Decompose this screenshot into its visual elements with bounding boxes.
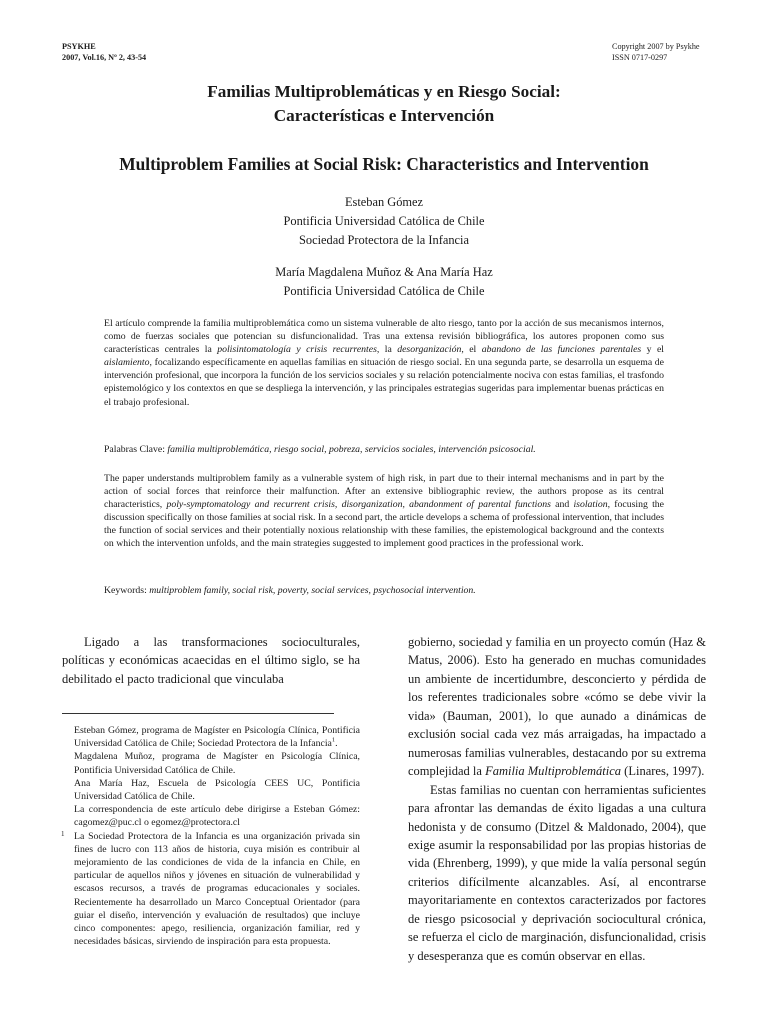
abstract-text: The paper understands multiproblem family as a vulnerable system of high risk, in part due to their internal mechanisms and in part by the action of social forces that reinforce their malfunction. After an extensive bibliographic review, the authors propose as its central characteristics, — [104, 473, 664, 511]
author-names: María Magdalena Muñoz & Ana María Haz — [275, 265, 493, 279]
body-text: gobierno, sociedad y familia en un proyecto común (Haz & Matus, 2006). Esto ha generado en muchas comunidades un ambiente de incertidumbre, desconcierto y pérdida de los referentes tradicionales sobre «cómo se debe vivir la vida» (Bauman, 2001), lo que aunado a dinámicas de exclusión social cada vez más arraigadas, ha impactado a numerosas familias vulnerables, destacando por su extrema complejidad la — [408, 635, 706, 779]
author-affiliation: Sociedad Protectora de la Infancia — [299, 233, 469, 247]
author-affiliation: Pontificia Universidad Católica de Chile — [283, 284, 485, 298]
journal-header — [62, 42, 146, 63]
footnote-text: Esteban Gómez, programa de Magíster en Psicología Clínica, Pontificia Universidad Católica de Chile; Sociedad Protectora de la Infancia — [74, 725, 360, 750]
body-column-left — [62, 633, 360, 688]
footnote-author2: Magdalena Muñoz, programa de Magíster en Psicología Clínica, Pontificia Universidad Católica de Chile. — [74, 751, 360, 776]
journal-volume: 2007, Vol.16, Nº 2, 43-54 — [62, 52, 147, 62]
footnote-ref: 1 — [331, 736, 336, 744]
abstract-spanish — [104, 317, 664, 409]
author-affiliation: Pontificia Universidad Católica de Chile — [283, 214, 485, 228]
body-column-right — [408, 633, 706, 965]
journal-name: PSYKHE — [62, 42, 96, 51]
body-paragraph: Estas familias no cuentan con herramientas suficientes para afrontar las demandas de éxito ligadas a una cultura hedonista y de consumo (Ditzel & Maldonado, 2004), que exige asumir la responsabilidad por las propias historias de vida (Ehrenberg, 1999), y que mide la valía personal según criterios difícilmente alcanzables. Así, al encontrarse mayoritariamente en contextos caracterizados por factores de riesgo psicosocial y deprivación sociocultural crónica, se refuerza el ciclo de marginación, disfuncionalidad, crisis y desesperanza que es común observar en ellas. — [408, 782, 706, 963]
keywords-terms: familia multiproblemática, riesgo social, pobreza, servicios sociales, intervención psicosocial. — [167, 444, 536, 455]
abstract-italic-term: desorganización — [397, 344, 462, 356]
body-paragraph: Ligado a las transformaciones socioculturales, políticas y económicas acaecidas en el último siglo, se ha debilitado el pacto tradicional que vinculaba — [62, 635, 360, 686]
abstract-italic-term: polisintomatología y crisis recurrentes — [217, 344, 377, 356]
abstract-text: y el — [641, 344, 664, 356]
title-spanish-line1: Familias Multiproblemáticas y en Riesgo Social: — [207, 82, 561, 101]
abstract-text: , la — [376, 344, 398, 356]
body-italic-term: Familia Multiproblemática — [485, 764, 622, 779]
abstract-text: , focusing the discussion specifically on those families at social risk. In a second part, the article develops a schema of professional intervention, that includes the function of social services and their potentially noxious relationship with these families, the epistemological background and the contexts on which the intervention unfolds, and the main strategies suggested to implement good practices in the professional work. — [104, 499, 664, 550]
author-block-1 — [0, 193, 768, 250]
author-block-2 — [0, 263, 768, 301]
copyright-text: Copyright 2007 by Psykhe — [612, 42, 700, 51]
footnote-1 — [61, 829, 360, 949]
footnote-text: . — [335, 738, 338, 750]
abstract-text: El artículo comprende la familia multiproblemática como un sistema vulnerable de alto riesgo, tanto por la acción de sus mecanismos internos, como de fuerzas sociales que potencian su disfuncionalidad. Tras una extensa revisión bibliográfica, los autores proponen como sus características centrales la — [104, 318, 664, 356]
footnotes — [61, 724, 360, 948]
keywords-terms: multiproblem family, social risk, poverty, social services, psychosocial intervention. — [149, 585, 476, 596]
footnote-correspondence: La correspondencia de este artículo debe dirigirse a Esteban Gómez: cagomez@puc.cl o egomez@protectora.cl — [74, 804, 360, 829]
abstract-english — [104, 472, 664, 551]
keywords-spanish — [104, 443, 664, 456]
title-english: Multiproblem Families at Social Risk: Characteristics and Intervention — [119, 154, 649, 174]
body-text: (Linares, 1997). — [621, 764, 705, 779]
abstract-italic-term: poly-symptomatology and recurrent crisis, disorganization, abandonment of parental functions — [166, 499, 551, 511]
footnote-text: La Sociedad Protectora de la Infancia es una organización privada sin fines de lucro con 113 años de historia, cuya misión es contribuir al mejoramiento de las condiciones de vida de la infancia en Chile, en particular de aquellos niños y jóvenes en situación de vulnerabilidad y escasos recursos, a través de programas educacionales y sociales. Recientemente ha desarrollado un Marco Conceptual Orientador (para guiar el diseño, intervención y evaluación de resultados) que incluye cinco componentes: apego, resiliencia, organización familiar, red y necesidades básicas, sirviendo de inspiración para esta propuesta. — [74, 830, 360, 948]
footnote-divider — [62, 713, 334, 714]
abstract-text: , el — [461, 344, 482, 356]
footnote-author3: Ana María Haz, Escuela de Psicología CEES UC, Pontificia Universidad Católica de Chile. — [74, 777, 360, 803]
abstract-italic-term: isolation — [573, 499, 608, 511]
author-name: Esteban Gómez — [344, 195, 424, 209]
keywords-label: Keywords: — [104, 585, 150, 596]
footnote-author1 — [74, 724, 360, 750]
copyright-header — [612, 42, 700, 63]
abstract-text: , focalizando específicamente en aquellas familias en situación de riesgo social. En una segunda parte, se desarrolla un esquema de intervención profesional, que incorpora la función de los servicios sociales y su relación potencialmente nociva con estas familias, el trasfondo epistemológico y los contextos en que se despliega la intervención, y las principales estrategias sugeridas para implementar buenas prácticas en el trabajo profesional. — [104, 357, 664, 408]
title-spanish-line2: Características e Intervención — [273, 106, 495, 125]
keywords-english — [104, 584, 664, 597]
issn-text: ISSN 0717-0297 — [612, 52, 668, 62]
footnote-number: 1 — [61, 829, 65, 838]
abstract-text: and — [550, 499, 574, 511]
keywords-label: Palabras Clave: — [104, 444, 168, 455]
body-paragraph — [408, 635, 706, 778]
abstract-italic-term: aislamiento — [104, 357, 150, 369]
abstract-italic-term: abandono de las funciones parentales — [481, 344, 642, 356]
title-spanish — [0, 80, 768, 128]
